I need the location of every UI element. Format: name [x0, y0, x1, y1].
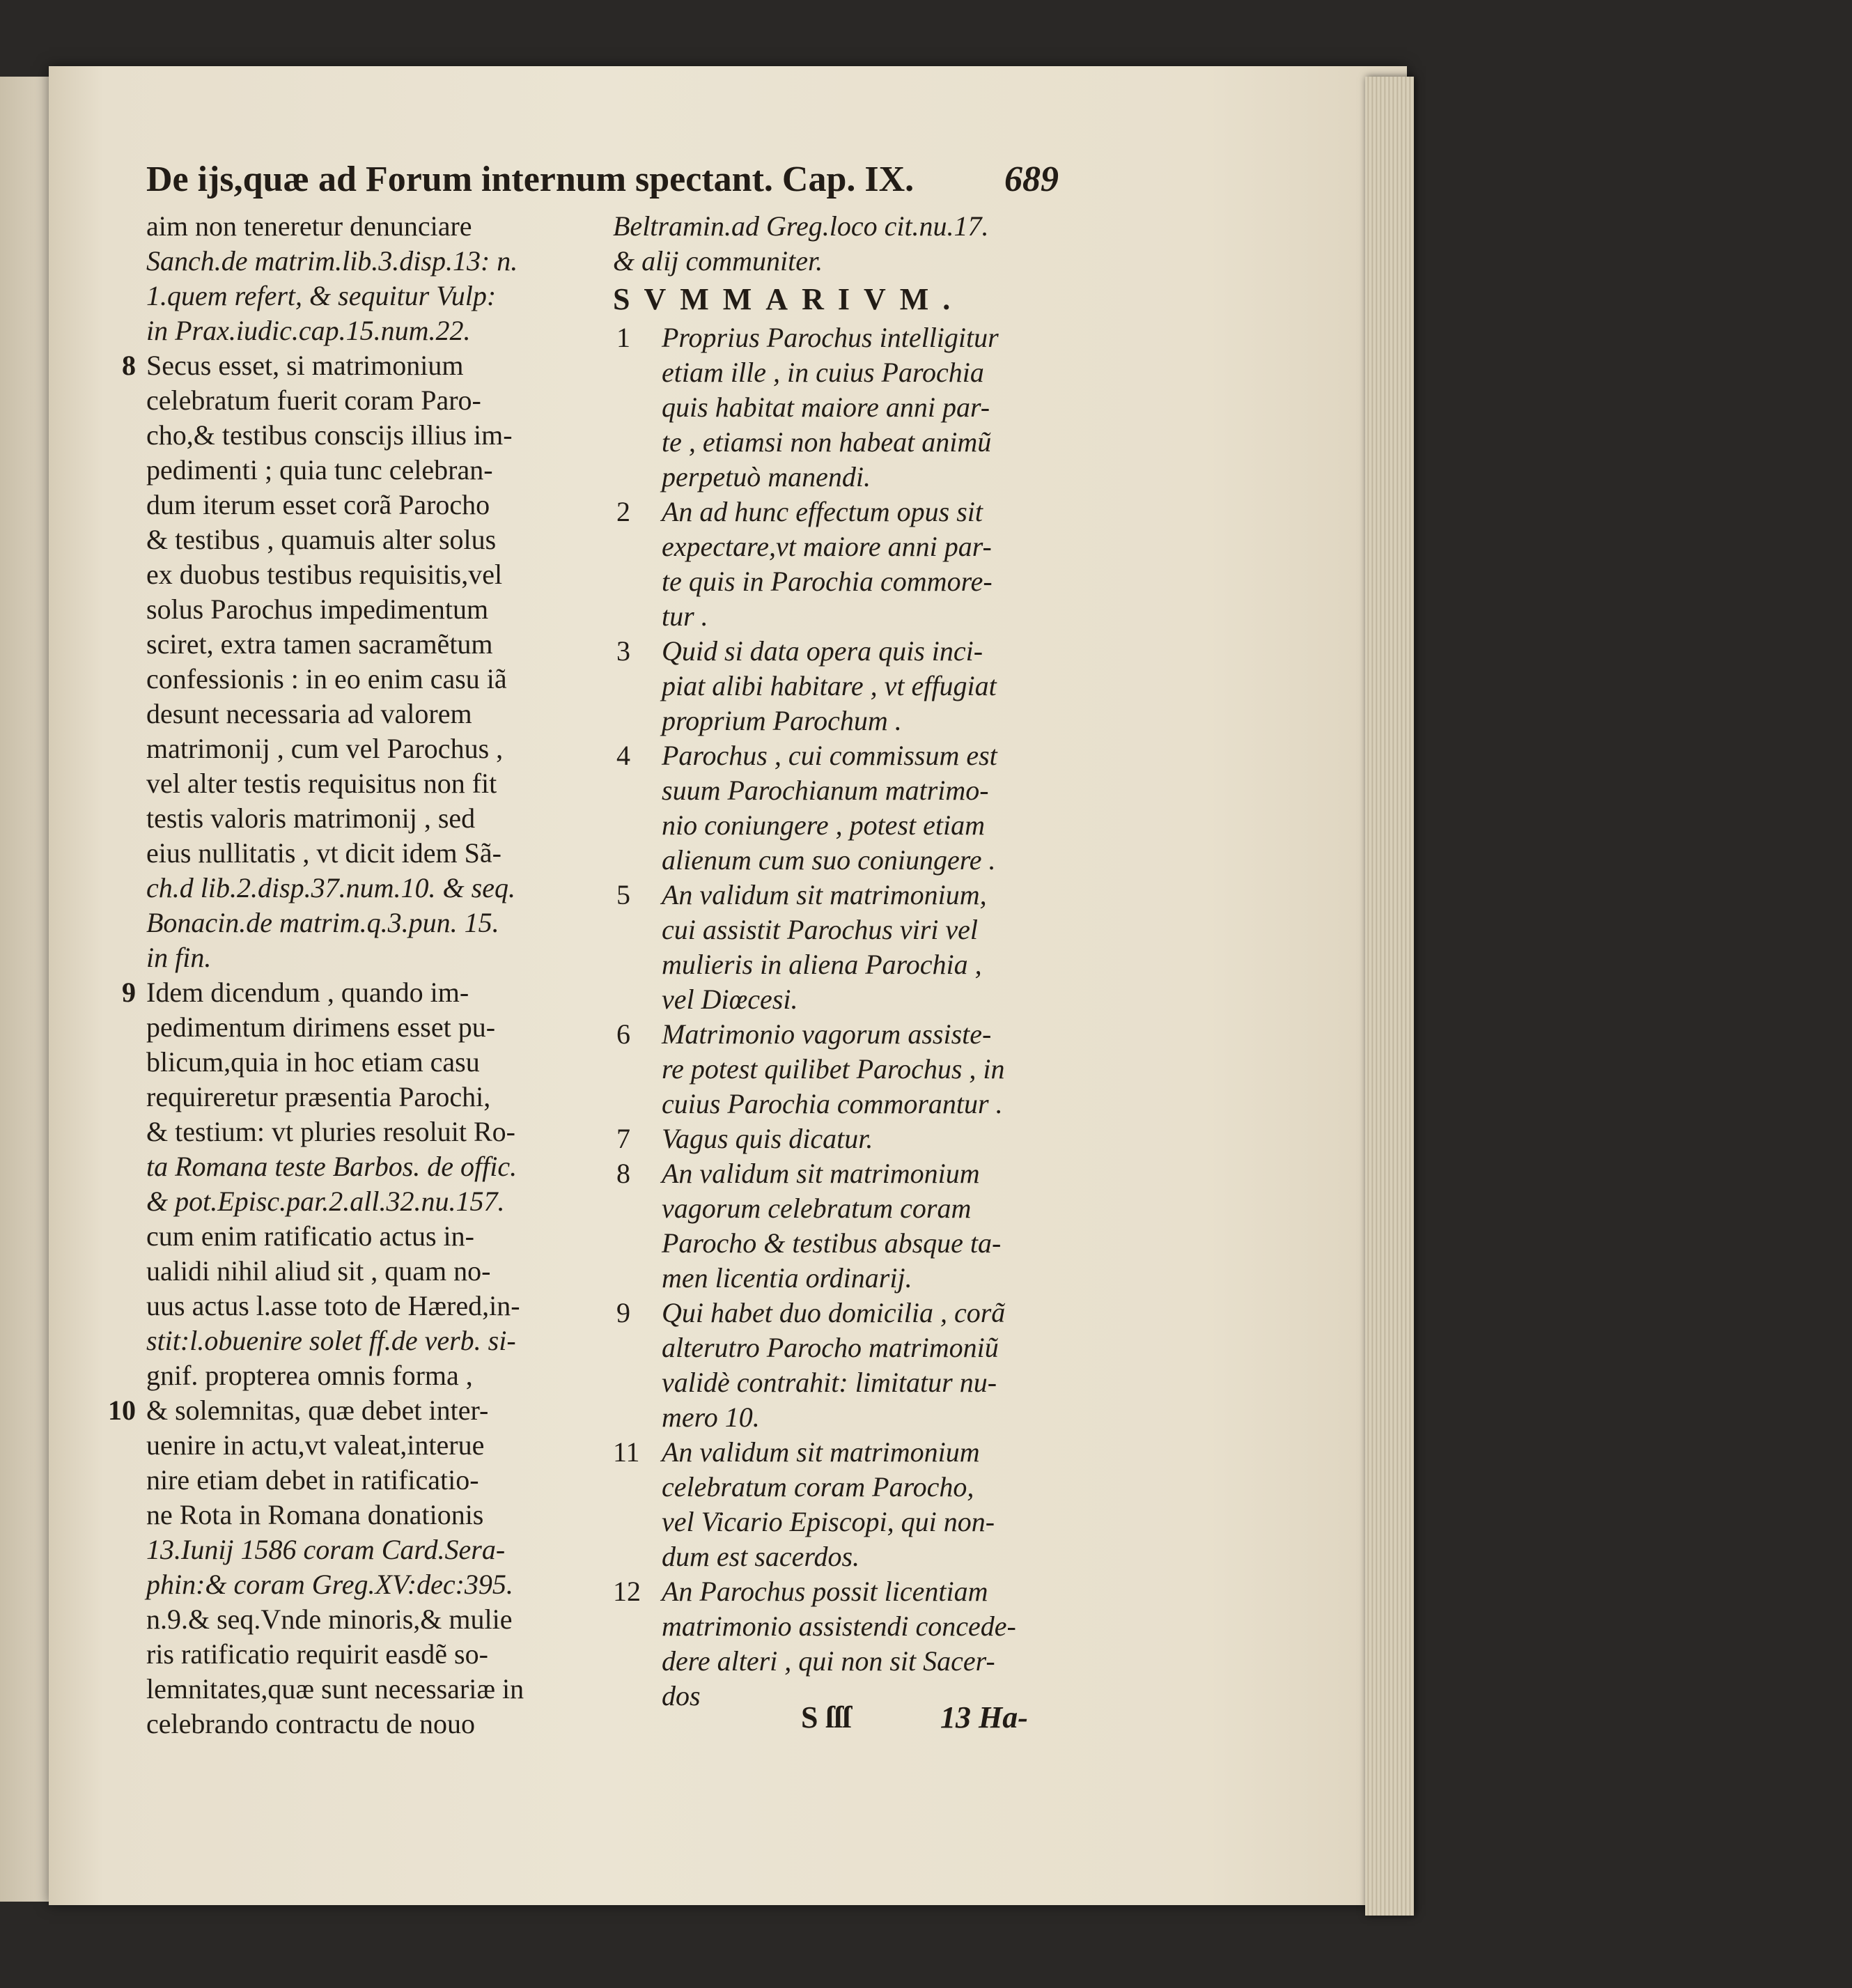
right-column — [613, 209, 1059, 1714]
summarium-line — [613, 1644, 1059, 1679]
line-text: Bonacin.de matrim.q.3.pun. 15. — [146, 907, 499, 938]
text-line — [122, 348, 592, 383]
summarium-number: 11 — [613, 1436, 640, 1468]
text-line — [146, 1323, 592, 1358]
text-line — [146, 871, 592, 906]
summarium-number: 3 — [616, 635, 630, 667]
summarium-line — [613, 1539, 1059, 1574]
summarium-line — [613, 1261, 1059, 1296]
summarium-line — [613, 773, 1059, 808]
summarium-line — [613, 425, 1059, 460]
margin-number: 9 — [122, 977, 136, 1008]
summarium-line — [613, 947, 1059, 982]
line-text: nire etiam debet in ratificatio- — [146, 1464, 479, 1496]
summarium-number: 7 — [616, 1123, 630, 1154]
line-text: Sanch.de matrim.lib.3.disp.13: n. — [146, 245, 518, 277]
text-line — [146, 418, 592, 453]
text-line — [146, 731, 592, 766]
summarium-line — [613, 320, 1059, 355]
line-text: & testium: vt pluries resoluit Ro- — [146, 1116, 515, 1147]
summarium-number: 5 — [616, 879, 630, 910]
line-text: blicum,quia in hoc etiam casu — [146, 1046, 480, 1078]
line-text: Secus esset, si matrimonium — [146, 350, 464, 381]
line-text: uus actus l.asse toto de Hæred,in- — [146, 1290, 520, 1321]
text-line — [146, 766, 592, 801]
summarium-line — [613, 808, 1059, 843]
summarium-line — [613, 1470, 1059, 1505]
left-column — [108, 209, 592, 1741]
line-text: cho,& testibus conscijs illius im- — [146, 419, 513, 451]
summarium-line — [613, 634, 1059, 669]
text-line — [108, 1393, 592, 1428]
text-line — [146, 209, 592, 244]
summarium-line — [613, 1609, 1059, 1644]
summarium-line — [613, 1330, 1059, 1365]
line-text: An validum sit matrimonium — [662, 1158, 980, 1189]
line-text: cum enim ratificatio actus in- — [146, 1220, 474, 1252]
summarium-number: 6 — [616, 1018, 630, 1050]
line-text: gnif. propterea omnis forma , — [146, 1360, 473, 1391]
line-text: Parochus , cui commissum est — [662, 740, 997, 771]
text-line — [146, 906, 592, 940]
summarium-line — [613, 913, 1059, 947]
line-text: testis valoris matrimonij , sed — [146, 802, 476, 834]
line-text: etiam ille , in cuius Parochia — [662, 357, 984, 388]
line-text: cuius Parochia commorantur . — [662, 1088, 1003, 1119]
line-text: expectare,vt maiore anni par- — [662, 531, 992, 562]
line-text: in fin. — [146, 942, 212, 973]
text-line — [146, 836, 592, 871]
line-text: 13.Iunij 1586 coram Card.Sera- — [146, 1534, 506, 1565]
summarium-line — [613, 1121, 1059, 1156]
summarium-line — [613, 1156, 1059, 1191]
line-text: lemnitates,quæ sunt necessariæ in — [146, 1673, 524, 1704]
line-text: An validum sit matrimonium — [662, 1436, 980, 1468]
line-text: te , etiamsi non habeat animũ — [662, 426, 992, 458]
line-text: An validum sit matrimonium, — [662, 879, 987, 910]
line-text: sciret, extra tamen sacramẽtum — [146, 628, 493, 660]
text-line — [146, 1707, 592, 1741]
line-text: vel Vicario Episcopi, qui non- — [662, 1506, 995, 1537]
line-text: pedimentum dirimens esset pu- — [146, 1011, 496, 1043]
text-line — [146, 1080, 592, 1115]
summarium-line — [613, 1191, 1059, 1226]
line-text: ualidi nihil aliud sit , quam no- — [146, 1255, 491, 1287]
text-line — [146, 1672, 592, 1707]
line-text: Qui habet duo domicilia , corã — [662, 1297, 1006, 1328]
summarium-line — [613, 1574, 1059, 1609]
running-title: De ijs,quæ ad Forum internum spectant. Cap. IX. — [146, 160, 915, 199]
line-text: re potest quilibet Parochus , in — [662, 1053, 1005, 1085]
line-text: Idem dicendum , quando im- — [146, 977, 469, 1008]
line-text: desunt necessaria ad valorem — [146, 698, 472, 729]
text-line — [146, 1428, 592, 1463]
summarium-line — [613, 878, 1059, 913]
summarium-line — [613, 704, 1059, 738]
line-text: aim non teneretur denunciare — [146, 210, 472, 242]
margin-number: 10 — [108, 1395, 136, 1426]
summarium-line — [613, 1017, 1059, 1052]
line-text: ch.d lib.2.disp.37.num.10. & seq. — [146, 872, 515, 903]
summarium-number: 12 — [613, 1576, 641, 1607]
text-line — [146, 488, 592, 522]
line-text: perpetuò manendi. — [662, 461, 871, 492]
text-line — [146, 662, 592, 697]
text-line — [146, 1254, 592, 1289]
line-text: validè contrahit: limitatur nu- — [662, 1367, 997, 1398]
summarium-line — [613, 982, 1059, 1017]
text-line — [146, 1532, 592, 1567]
page-stack-edge — [1365, 77, 1414, 1916]
text-line — [146, 453, 592, 488]
text-line — [122, 975, 592, 1010]
summarium-line — [613, 1400, 1059, 1435]
text-line — [146, 1010, 592, 1045]
text-line — [146, 1498, 592, 1532]
summarium-line — [613, 599, 1059, 634]
text-line — [146, 244, 592, 279]
line-text: suum Parochianum matrimo- — [662, 775, 989, 806]
line-text: An ad hunc effectum opus sit — [662, 496, 983, 527]
signature-mark: S ſſſ — [801, 1700, 852, 1734]
line-text: Parocho & testibus absque ta- — [662, 1227, 1002, 1259]
summarium-number: 2 — [616, 496, 630, 527]
line-text: ris ratificatio requirit easdẽ so- — [146, 1638, 488, 1670]
line-text: alterutro Parocho matrimoniũ — [662, 1332, 999, 1363]
line-text: alienum cum suo coniungere . — [662, 844, 996, 876]
footer-signature — [801, 1700, 1080, 1741]
line-text: vel Diœcesi. — [662, 984, 798, 1015]
text-line — [146, 1567, 592, 1602]
summarium-line — [613, 1052, 1059, 1087]
text-line — [146, 1184, 592, 1219]
line-text: & testibus , quamuis alter solus — [146, 524, 497, 555]
previous-page-edge — [0, 77, 56, 1902]
line-text: vagorum celebratum coram — [662, 1193, 972, 1224]
line-text: dere alteri , qui non sit Sacer- — [662, 1645, 995, 1677]
text-line — [146, 940, 592, 975]
line-text: cui assistit Parochus viri vel — [662, 914, 979, 945]
summarium-line — [613, 1296, 1059, 1330]
summarium-line — [613, 460, 1059, 495]
line-text: celebrando contractu de nouo — [146, 1708, 476, 1739]
line-text: dum iterum esset corã Parocho — [146, 489, 490, 520]
citation-line: Beltramin.ad Greg.loco cit.nu.17. — [613, 210, 989, 242]
line-text: n.9.& seq.Vnde minoris,& mulie — [146, 1603, 513, 1635]
summarium-line — [613, 355, 1059, 390]
line-text: Quid si data opera quis inci- — [662, 635, 983, 667]
summarium-number: 1 — [616, 322, 630, 353]
text-line — [146, 1045, 592, 1080]
line-text: confessionis : in eo enim casu iã — [146, 663, 507, 694]
line-text: vel alter testis requisitus non fit — [146, 768, 497, 799]
line-text: tur . — [662, 600, 708, 632]
line-text: celebratum fuerit coram Paro- — [146, 385, 481, 416]
line-text: & solemnitas, quæ debet inter- — [146, 1395, 489, 1426]
text-line — [146, 313, 592, 348]
text-line — [146, 1149, 592, 1184]
line-text: te quis in Parochia commore- — [662, 566, 993, 597]
text-line — [146, 801, 592, 836]
margin-number: 8 — [122, 350, 136, 381]
citation-line: & alij communiter. — [613, 245, 823, 277]
summarium-line — [613, 529, 1059, 564]
summarium-heading: SVMMARIVM. — [613, 282, 965, 316]
line-text: dos — [662, 1680, 701, 1711]
line-text: dum est sacerdos. — [662, 1541, 860, 1572]
text-line — [146, 279, 592, 313]
text-line — [146, 1219, 592, 1254]
text-line — [146, 627, 592, 662]
line-text: solus Parochus impedimentum — [146, 593, 489, 625]
line-text: Matrimonio vagorum assiste- — [662, 1018, 992, 1050]
line-text: ne Rota in Romana donationis — [146, 1499, 484, 1530]
text-line — [146, 383, 592, 418]
line-text: matrimonij , cum vel Parochus , — [146, 733, 504, 764]
line-text: An Parochus possit licentiam — [662, 1576, 988, 1607]
line-text: proprium Parochum . — [662, 705, 902, 736]
page-number: 689 — [1004, 160, 1059, 199]
summarium-line — [613, 1365, 1059, 1400]
line-text: uenire in actu,vt valeat,interue — [146, 1429, 485, 1461]
text-line — [146, 1358, 592, 1393]
summarium-line — [613, 1435, 1059, 1470]
line-text: mulieris in aliena Parochia , — [662, 949, 982, 980]
summarium-number: 8 — [616, 1158, 630, 1189]
line-text: ex duobus testibus requisitis,vel — [146, 559, 503, 590]
line-text: in Prax.iudic.cap.15.num.22. — [146, 315, 471, 346]
summarium-line — [613, 1505, 1059, 1539]
running-header — [146, 159, 1059, 208]
line-text: nio coniungere , potest etiam — [662, 809, 985, 841]
text-line — [146, 592, 592, 627]
summarium-line — [613, 1226, 1059, 1261]
summarium-line — [613, 1087, 1059, 1121]
summarium-number: 4 — [616, 740, 630, 771]
summarium-line — [613, 738, 1059, 773]
text-line — [146, 1289, 592, 1323]
text-line — [146, 1602, 592, 1637]
summarium-line — [613, 564, 1059, 599]
line-text: stit:l.obuenire solet ff.de verb. si- — [146, 1325, 516, 1356]
text-line — [146, 1637, 592, 1672]
line-text: men licentia ordinarij. — [662, 1262, 912, 1294]
summarium-number: 9 — [616, 1297, 630, 1328]
catchword: 13 Ha- — [940, 1700, 1028, 1734]
summarium-line — [613, 495, 1059, 529]
line-text: Vagus quis dicatur. — [662, 1123, 873, 1154]
summarium-line — [613, 669, 1059, 704]
text-line — [146, 557, 592, 592]
line-text: phin:& coram Greg.XV:dec:395. — [146, 1569, 513, 1600]
line-text: eius nullitatis , vt dicit idem Sã- — [146, 837, 501, 869]
line-text: quis habitat maiore anni par- — [662, 391, 990, 423]
text-line — [146, 1115, 592, 1149]
line-text: & pot.Episc.par.2.all.32.nu.157. — [146, 1186, 505, 1217]
line-text: matrimonio assistendi concede- — [662, 1610, 1016, 1642]
line-text: requireretur præsentia Parochi, — [146, 1081, 491, 1112]
line-text: celebratum coram Parocho, — [662, 1471, 974, 1502]
summarium-line — [613, 843, 1059, 878]
text-line — [146, 1463, 592, 1498]
line-text: Proprius Parochus intelligitur — [662, 322, 999, 353]
line-text: mero 10. — [662, 1401, 760, 1433]
line-text: piat alibi habitare , vt effugiat — [662, 670, 997, 701]
summarium-line — [613, 390, 1059, 425]
text-line — [146, 522, 592, 557]
line-text: ta Romana teste Barbos. de offic. — [146, 1151, 518, 1182]
line-text: pedimenti ; quia tunc celebran- — [146, 454, 493, 486]
text-line — [146, 697, 592, 731]
line-text: 1.quem refert, & sequitur Vulp: — [146, 280, 497, 311]
